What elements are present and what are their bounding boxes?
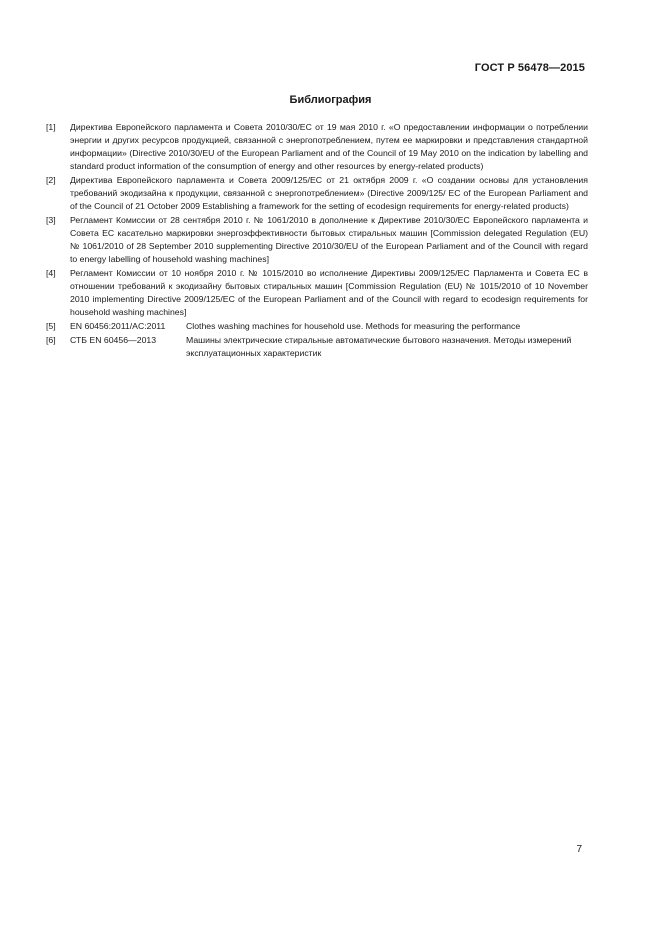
entry-number: [4] <box>46 268 56 278</box>
standard-entry <box>46 320 588 333</box>
entry-text: Директива Европейского парламента и Совета 2010/30/ЕС от 19 мая 2010 г. «О предоставлении информации о потреблении энергии и других ресурсов продукцией, связанной с энергопотреблением, путем ее маркировки и представления стандартной информации» (Directive 2010/30/EU of the European Parliament and of the Council of 19 May 2010 on the indication by labelling and standard product information of the consumption of energy and other resources by energy-related products) <box>70 122 588 171</box>
entry-text: Регламент Комиссии от 28 сентября 2010 г. № 1061/2010 в дополнение к Директиве 2010/30/ЕС Европейского парламента и Совета ЕС касательно маркировки энергоэффективности бытовых стиральных машин [Commission delegated Regulation (EU) № 1061/2010 of 28 September 2010 supplementing Directive 2010/30/EU of the European Parliament and of the Council with regard to energy labelling of household washing machines] <box>70 215 588 264</box>
entry-number: [6] <box>46 335 56 345</box>
bibliography-entry <box>46 267 588 319</box>
section-title: Библиография <box>289 94 372 106</box>
standard-code: EN 60456:2011/AC:2011 <box>70 321 166 331</box>
document-code: ГОСТ Р 56478—2015 <box>474 62 585 74</box>
standard-title: Clothes washing machines for household use. Methods for measuring the performance <box>186 321 521 331</box>
standard-code: СТБ EN 60456—2013 <box>70 335 157 345</box>
entry-text: Регламент Комиссии от 10 ноября 2010 г. № 1015/2010 во исполнение Директивы 2009/125/ЕС Парламента и Совета ЕС в отношении требований к экодизайну бытовых стиральных машин [Commission Regulation (EU) № 1015/2010 of 10 November 2010 implementing Directive 2009/125/EC of the European Parliament and of the Council with regard to ecodesign requirements for household washing machines] <box>70 268 588 317</box>
entry-number: [5] <box>46 321 56 331</box>
standard-entry <box>46 334 588 360</box>
entry-text: Директива Европейского парламента и Совета 2009/125/ЕС от 21 октября 2009 г. «О создании основы для установления требований экодизайна к продукции, связанной с энергопотреблением» (Directive 2009/125/ ЕС of the European Parliament and of the Council of 21 October 2009 Establishing a framework for the setting of ecodesign requirements for energy-related products) <box>70 175 588 211</box>
entry-number: [3] <box>46 215 56 225</box>
bibliography-entry <box>46 174 588 213</box>
bibliography-list <box>46 121 588 361</box>
page-number: 7 <box>576 844 582 855</box>
standard-title: Машины электрические стиральные автоматические бытового назначения. Методы измерений эксплуатационных характеристик <box>186 335 572 358</box>
bibliography-entry <box>46 121 588 173</box>
bibliography-entry <box>46 214 588 266</box>
entry-number: [1] <box>46 122 56 132</box>
entry-number: [2] <box>46 175 56 185</box>
